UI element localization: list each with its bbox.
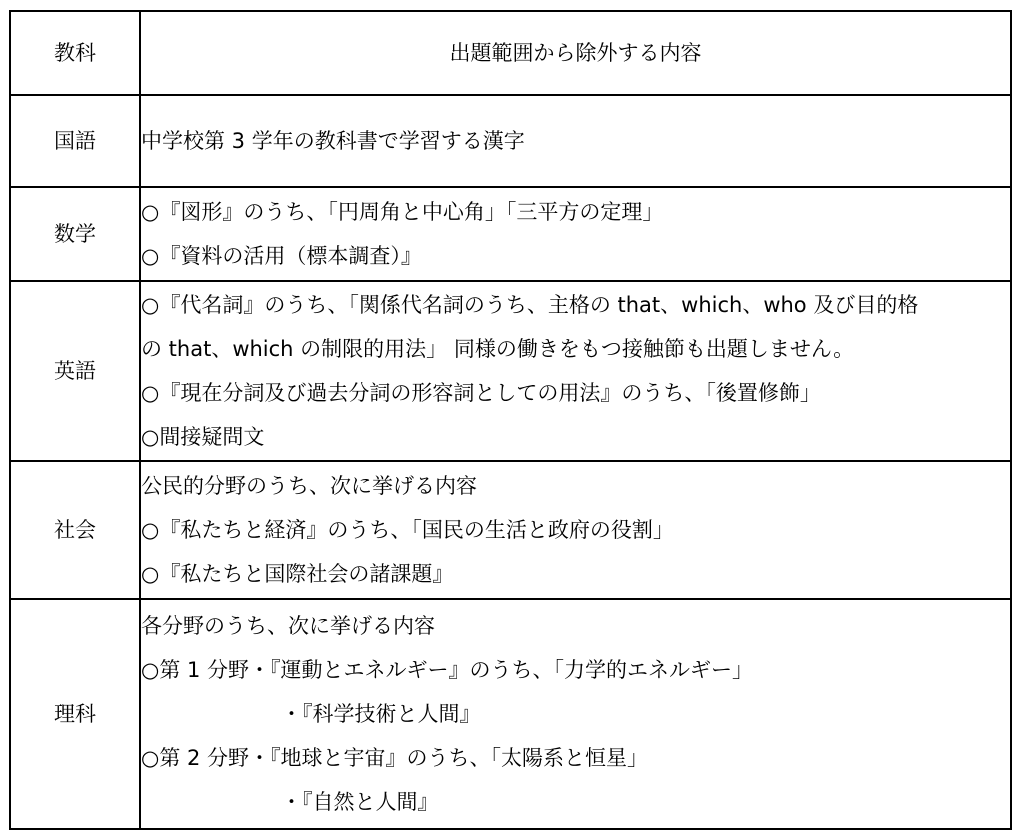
content-line: ○第 1 分野・『運動とエネルギー』のうち、「力学的エネルギー」 [141,658,754,682]
content-line: ○『私たちと国際社会の諸課題』 [141,562,454,586]
table-row-science [10,599,1011,829]
content-social [140,461,1011,599]
table-header-row [10,11,1011,95]
table-row-japanese [10,95,1011,187]
content-japanese [140,95,1011,187]
content-line: ○『代名詞』のうち、「関係代名詞のうち、主格の that、which、who 及び目的格 [141,293,919,317]
header-content: 出題範囲から除外する内容 [140,11,1011,95]
subject-science: 理科 [10,599,140,829]
content-line: ○『私たちと経済』のうち、「国民の生活と政府の役割」 [141,518,674,542]
table-row-social [10,461,1011,599]
content-line: 公民的分野のうち、次に挙げる内容 [141,474,477,498]
content-line: ○『現在分詞及び過去分詞の形容詞としての用法』のうち、「後置修飾」 [141,381,821,405]
subject-social: 社会 [10,461,140,599]
subject-japanese: 国語 [10,95,140,187]
content-line: ・『科学技術と人間』 [281,702,481,726]
subject-math: 数学 [10,187,140,281]
content-line: ○第 2 分野・『地球と宇宙』のうち、「太陽系と恒星」 [141,746,649,770]
content-english [140,281,1011,461]
header-subject: 教科 [10,11,140,95]
content-line: 中学校第 3 学年の教科書で学習する漢字 [141,129,525,153]
subject-english: 英語 [10,281,140,461]
content-line: ・『自然と人間』 [281,790,439,814]
content-line: 各分野のうち、次に挙げる内容 [141,614,435,638]
content-line: ○『図形』のうち、「円周角と中心角」「三平方の定理」 [141,200,664,224]
content-line: ○『資料の活用（標本調査）』 [141,244,422,268]
exclusion-table [9,10,1012,830]
content-math [140,187,1011,281]
content-line: ○間接疑問文 [141,425,265,449]
content-line: の that、which の制限的用法」 同様の働きをもつ接触節も出題しません。 [141,337,855,361]
content-science [140,599,1011,829]
table-row-english [10,281,1011,461]
table-row-math [10,187,1011,281]
